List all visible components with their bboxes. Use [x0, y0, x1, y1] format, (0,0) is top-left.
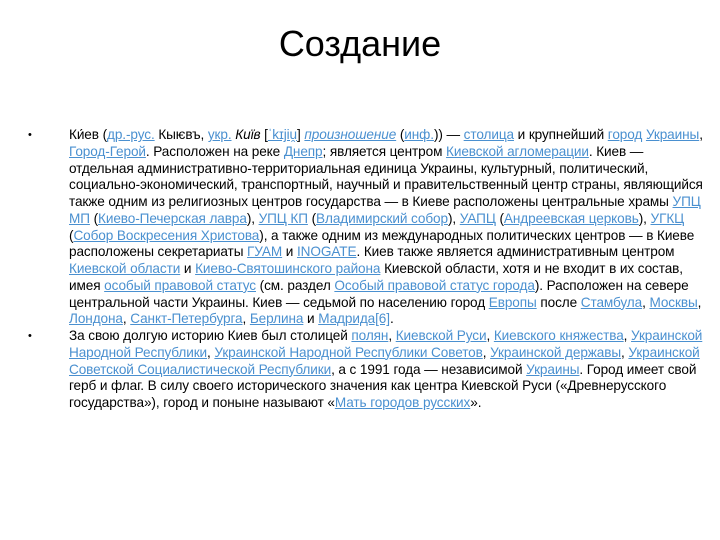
body-text: ». — [470, 395, 482, 410]
body-text: ( — [396, 127, 405, 142]
body-text: (см. раздел — [256, 277, 335, 293]
body-text: За свою долгую историю Киев был столицей — [69, 328, 352, 343]
wiki-link[interactable]: особый правовой статус — [104, 277, 256, 293]
wiki-link[interactable]: Киевской Руси — [395, 328, 487, 343]
wiki-link[interactable]: город — [607, 127, 643, 142]
body-text: ( — [98, 127, 108, 142]
body-text: . Киев — отдельная административно-территориальная единица Украины, культурный, политический, социально-экономический, транспортный, научный и правительственный центр страны, являющийся также одним из религиозных центров государства — в Киеве расположены центральные храмы — [69, 143, 703, 209]
wiki-link[interactable]: УПЦ КП — [258, 210, 308, 226]
body-text: ), — [638, 210, 651, 226]
wiki-link[interactable]: Украинской Народной Республики Советов — [214, 344, 483, 360]
wiki-link[interactable]: Киево-Святошинского района — [195, 261, 381, 276]
body-text: . — [389, 311, 394, 327]
wiki-link[interactable]: Украинской Советской Социалистической Республики — [69, 344, 700, 377]
lead-term: Ки́ев — [69, 127, 99, 142]
body-text: , а с 1991 года — независимой — [331, 361, 527, 377]
bullet-text — [69, 328, 704, 412]
wiki-link[interactable]: Мадрида[6] — [318, 311, 390, 327]
body-text: ] — [297, 127, 305, 142]
bullet-list — [28, 127, 704, 412]
body-text: и — [282, 244, 297, 260]
body-text: . Киев также является административным центром — [356, 244, 675, 260]
body-text: , — [482, 344, 491, 360]
wiki-link[interactable]: Берлина — [249, 311, 304, 327]
wiki-link[interactable]: Андреевская церковь — [503, 210, 639, 226]
wiki-link[interactable]: Украины — [645, 127, 700, 142]
wiki-link[interactable]: Город-Герой — [69, 143, 146, 159]
body-text: ; является центром — [322, 143, 447, 159]
bullet-dot: • — [28, 129, 32, 141]
bullet-dot: • — [28, 330, 32, 342]
body-text: и — [180, 261, 196, 276]
body-text: , — [697, 294, 702, 310]
body-text: и крупнейший — [513, 127, 608, 142]
body-text: ), а также одним из международных политических центров — в Киеве расположены секретариаты — [69, 227, 695, 260]
body-text: , — [642, 294, 650, 310]
wiki-link[interactable]: Лондона — [69, 311, 123, 327]
wiki-link[interactable]: Киевской области — [69, 261, 181, 276]
wiki-link[interactable]: Санкт-Петербурга — [130, 311, 243, 327]
wiki-link[interactable]: Киево-Печерская лавра — [98, 210, 247, 226]
body-text: ), — [246, 210, 259, 226]
wiki-link[interactable]: произношение — [304, 127, 397, 142]
body-text: . Расположен на реке — [145, 143, 284, 159]
wiki-link[interactable]: укр. — [207, 127, 232, 142]
body-text: ). Расположен на севере центральной части Украины. Киев — седьмой по населению город — [69, 277, 689, 310]
body-text: . Город имеет свой герб и флаг. В силу своего исторического значения как центра Киевской Руси («Древнерусского государства»), город и поныне называют « — [69, 361, 697, 410]
wiki-link[interactable]: ˈkɪjiu̯ — [267, 127, 298, 142]
body-text: , — [207, 344, 215, 360]
italic-text: Київ — [235, 127, 261, 142]
body-text: , — [623, 328, 632, 343]
bullet-item — [28, 328, 704, 412]
wiki-link[interactable]: Украинской Народной Республики — [69, 328, 703, 360]
body-text: , — [699, 127, 703, 142]
wiki-link[interactable]: Стамбула — [580, 294, 643, 310]
slide-title: Создание — [278, 23, 442, 64]
body-text: , — [388, 328, 396, 343]
wiki-link[interactable]: УПЦ МП — [69, 194, 701, 226]
wiki-link[interactable]: инф. — [404, 127, 434, 142]
body-text: после — [536, 294, 581, 310]
wiki-link[interactable]: Киевского княжества — [493, 328, 624, 343]
wiki-link[interactable]: Европы — [488, 294, 537, 310]
wiki-link[interactable]: ГУАМ — [247, 244, 283, 260]
body-text: Кыѥвъ, — [154, 127, 208, 142]
body-text: [ — [260, 127, 268, 142]
wiki-link[interactable]: Москвы — [649, 294, 698, 310]
body-text: ), — [447, 210, 460, 226]
wiki-link[interactable]: INOGATE — [296, 244, 357, 260]
body-text: ( — [69, 227, 74, 243]
bullet-text — [69, 127, 704, 328]
body-text: Киевской области, хотя и не входит в их состав, имея — [69, 261, 683, 293]
body-text: ( — [495, 210, 504, 226]
body-text: , — [242, 311, 250, 327]
wiki-link[interactable]: Собор Воскресения Христова — [73, 227, 260, 243]
wiki-link[interactable]: Владимирский собор — [316, 210, 448, 226]
wiki-link[interactable]: Особый правовой статус города — [334, 277, 535, 293]
body-text: , — [486, 328, 494, 343]
body-text: , — [122, 311, 131, 327]
wiki-link[interactable]: Киевской агломерации — [446, 143, 589, 159]
bullet-item — [28, 127, 704, 328]
wiki-link[interactable]: полян — [351, 328, 389, 343]
body-text: ( — [89, 210, 99, 226]
body-text: ( — [307, 210, 317, 226]
wiki-link[interactable]: др.-рус. — [107, 127, 155, 142]
wiki-link[interactable]: Украинской державы — [490, 344, 622, 360]
body-text: и — [303, 311, 319, 327]
wiki-link[interactable]: УАПЦ — [459, 210, 496, 226]
body-text: )) — — [433, 127, 464, 142]
wiki-link[interactable]: столица — [463, 127, 514, 142]
wiki-link[interactable]: Украины — [526, 361, 580, 377]
body-text: , — [621, 344, 629, 360]
wiki-link[interactable]: Днепр — [283, 143, 323, 159]
wiki-link[interactable]: Мать городов русских — [334, 395, 471, 410]
wiki-link[interactable]: УГКЦ — [650, 210, 685, 226]
